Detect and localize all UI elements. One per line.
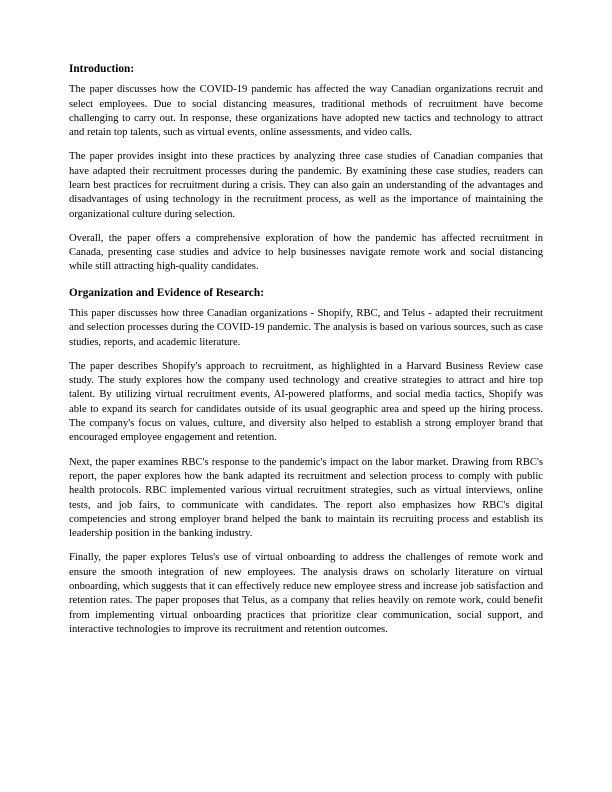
- paragraph-organization-shopify: The paper describes Shopify's approach to recruitment, as highlighted in a Harvard Business Review case study. The study explores how the company used technology and creative strategies to attract and hire top talent. By utilizing virtual recruitment events, AI-powered platforms, and social media tactics, Shopify was able to expand its search for candidates outside of its usual geographic area and speed up the hiring process. The company's focus on values, culture, and diversity also helped to establish a strong employer brand that encouraged employee engagement and retention.: [69, 360, 543, 444]
- paragraph-organization-telus: Finally, the paper explores Telus's use of virtual onboarding to address the challenges of remote work and ensure the smooth integration of new employees. The analysis draws on scholarly literature on virtual onboarding, which suggests that it can effectively reduce new employee stress and increase job satisfaction and retention rates. The paper proposes that Telus, as a company that relies heavily on remote work, could benefit from implementing virtual onboarding practices that prioritize clear communication, social support, and interactive technologies to improve its recruitment and retention outcomes.: [69, 552, 543, 635]
- section-heading-introduction: Introduction:: [69, 63, 135, 75]
- paragraph-organization-1: This paper discusses how three Canadian organizations - Shopify, RBC, and Telus - adapted their recruitment and selection processes during the COVID-19 pandemic. The analysis is based on various sources, such as case studies, reports, and academic literature.: [69, 307, 543, 348]
- section-heading-organization-and-evidence-of-research: Organization and Evidence of Research:: [69, 286, 264, 299]
- paragraph-introduction-1: The paper discusses how the COVID-19 pandemic has affected the way Canadian organizations recruit and select employees. Due to social distancing measures, traditional methods of recruitment have become challenging to carry out. In response, these organizations have adopted new tactics and technology to attract and retain top talents, such as virtual events, online assessments, and video calls.: [69, 84, 543, 139]
- paragraph-introduction-2: The paper provides insight into these practices by analyzing three case studies of Canadian companies that have adapted their recruitment processes during the pandemic. By examining these case studies, readers can learn best practices for recruitment during a crisis. They can also gain an understanding of the advantages and disadvantages of using technology in the recruitment process, as well as the importance of maintaining the organizational culture during selection.: [69, 151, 543, 220]
- document-body: [69, 62, 543, 637]
- paragraph-organization-rbc: Next, the paper examines RBC's response to the pandemic's impact on the labor market. Drawing from RBC's report, the paper explores how the bank adapted its recruitment and selection process to comply with public health protocols. RBC implemented various virtual recruitment strategies, such as virtual interviews, online tests, and job fairs, to communicate with candidates. The report also emphasizes how RBC's digital competencies and strong employer brand helped the bank to maintain its recruiting process and establish its leadership position in the banking industry.: [69, 456, 543, 540]
- paragraph-introduction-3: Overall, the paper offers a comprehensive exploration of how the pandemic has affected recruitment in Canada, presenting case studies and advice to help businesses navigate remote work and social distancing while still attracting high-quality candidates.: [69, 232, 543, 273]
